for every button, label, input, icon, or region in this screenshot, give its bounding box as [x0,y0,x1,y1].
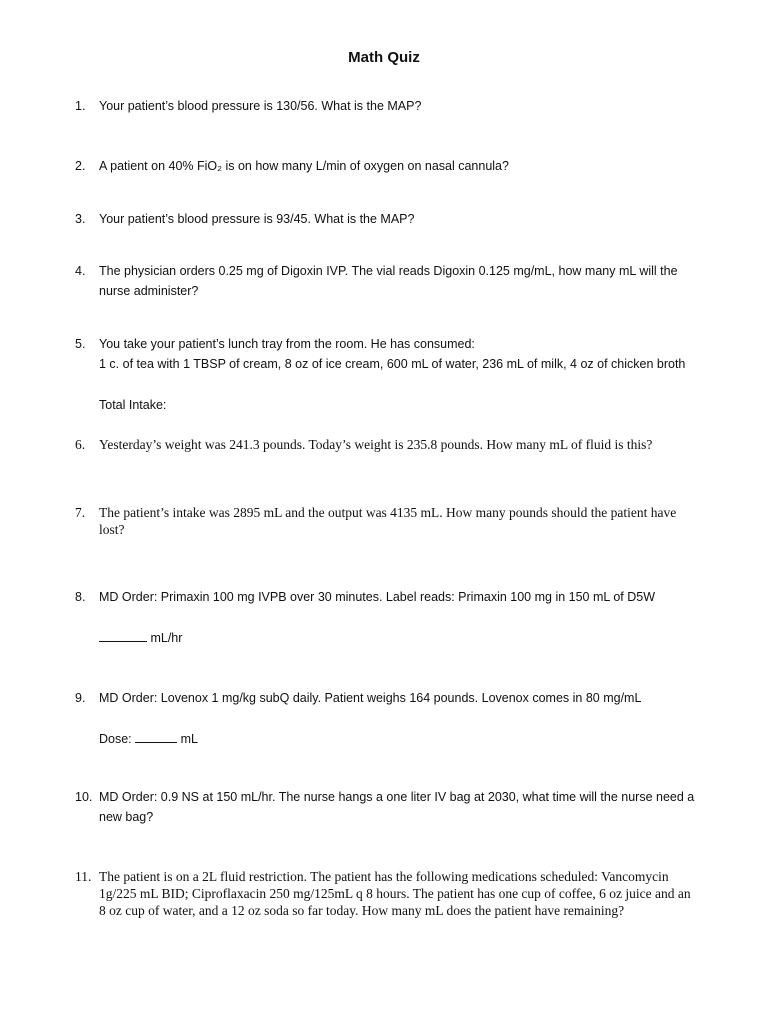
question-text: Yesterday’s weight was 241.3 pounds. Today’s weight is 235.8 pounds. How many mL of fluid is this? [99,437,653,452]
question-9 [75,688,725,708]
question-2 [75,156,725,176]
answer-unit: mL [177,732,198,746]
question-number: 4. [75,264,86,278]
question-text: 8 oz cup of water, and a 12 oz soda so far today. How many mL does the patient have remaining? [99,903,625,918]
question-text: A patient on 40% FiO₂ is on how many L/min of oxygen on nasal cannula? [99,159,509,173]
question-number: 2. [75,159,86,173]
question-8 [75,587,725,607]
question-number: 7. [75,505,86,520]
question-number: 9. [75,691,86,705]
question-1 [75,96,725,116]
answer-line-ml-hr [99,628,182,648]
question-4 [75,261,725,301]
question-text: You take your patient’s lunch tray from the room. He has consumed: [99,337,475,351]
question-number: 11. [75,869,92,884]
question-11 [75,868,725,919]
answer-blank[interactable] [99,628,147,642]
question-6 [75,436,725,453]
question-text: MD Order: Lovenox 1 mg/kg subQ daily. Patient weighs 164 pounds. Lovenox comes in 80 mg/mL [99,691,642,705]
question-7 [75,504,725,538]
question-number: 1. [75,99,86,113]
question-text: MD Order: Primaxin 100 mg IVPB over 30 minutes. Label reads: Primaxin 100 mg in 150 mL of D5W [99,590,656,604]
question-text: The physician orders 0.25 mg of Digoxin IVP. The vial reads Digoxin 0.125 mg/mL, how many mL will the [99,264,678,278]
question-number: 10. [75,790,93,804]
question-text: The patient is on a 2L fluid restriction. The patient has the following medications scheduled: Vancomycin [99,869,669,884]
answer-blank[interactable] [135,729,177,743]
question-text: new bag? [99,810,154,824]
question-text: The patient’s intake was 2895 mL and the output was 4135 mL. How many pounds should the patient have [99,505,677,520]
question-text: MD Order: 0.9 NS at 150 mL/hr. The nurse hangs a one liter IV bag at 2030, what time will the nurse need a [99,790,695,804]
question-text: nurse administer? [99,284,199,298]
question-text: 1g/225 mL BID; Ciproflaxacin 250 mg/125mL q 8 hours. The patient has one cup of coffee, 6 oz juice and an [99,886,691,901]
question-number: 8. [75,590,86,604]
question-3 [75,209,725,229]
question-number: 5. [75,337,86,351]
answer-prefix: Dose: [99,732,136,746]
question-10 [75,787,725,827]
question-text: Your patient’s blood pressure is 93/45. What is the MAP? [99,212,415,226]
page-title: Math Quiz [348,49,420,66]
question-text: lost? [99,522,125,537]
answer-line-dose [99,729,198,749]
question-text: Your patient’s blood pressure is 130/56. What is the MAP? [99,99,422,113]
question-number: 6. [75,437,86,452]
total-intake-label: Total Intake: [99,398,167,412]
question-5 [75,334,725,374]
question-text: 1 c. of tea with 1 TBSP of cream, 8 oz of ice cream, 600 mL of water, 236 mL of milk, 4 oz of chicken broth [99,357,686,371]
question-number: 3. [75,212,86,226]
answer-unit: mL/hr [147,631,183,645]
